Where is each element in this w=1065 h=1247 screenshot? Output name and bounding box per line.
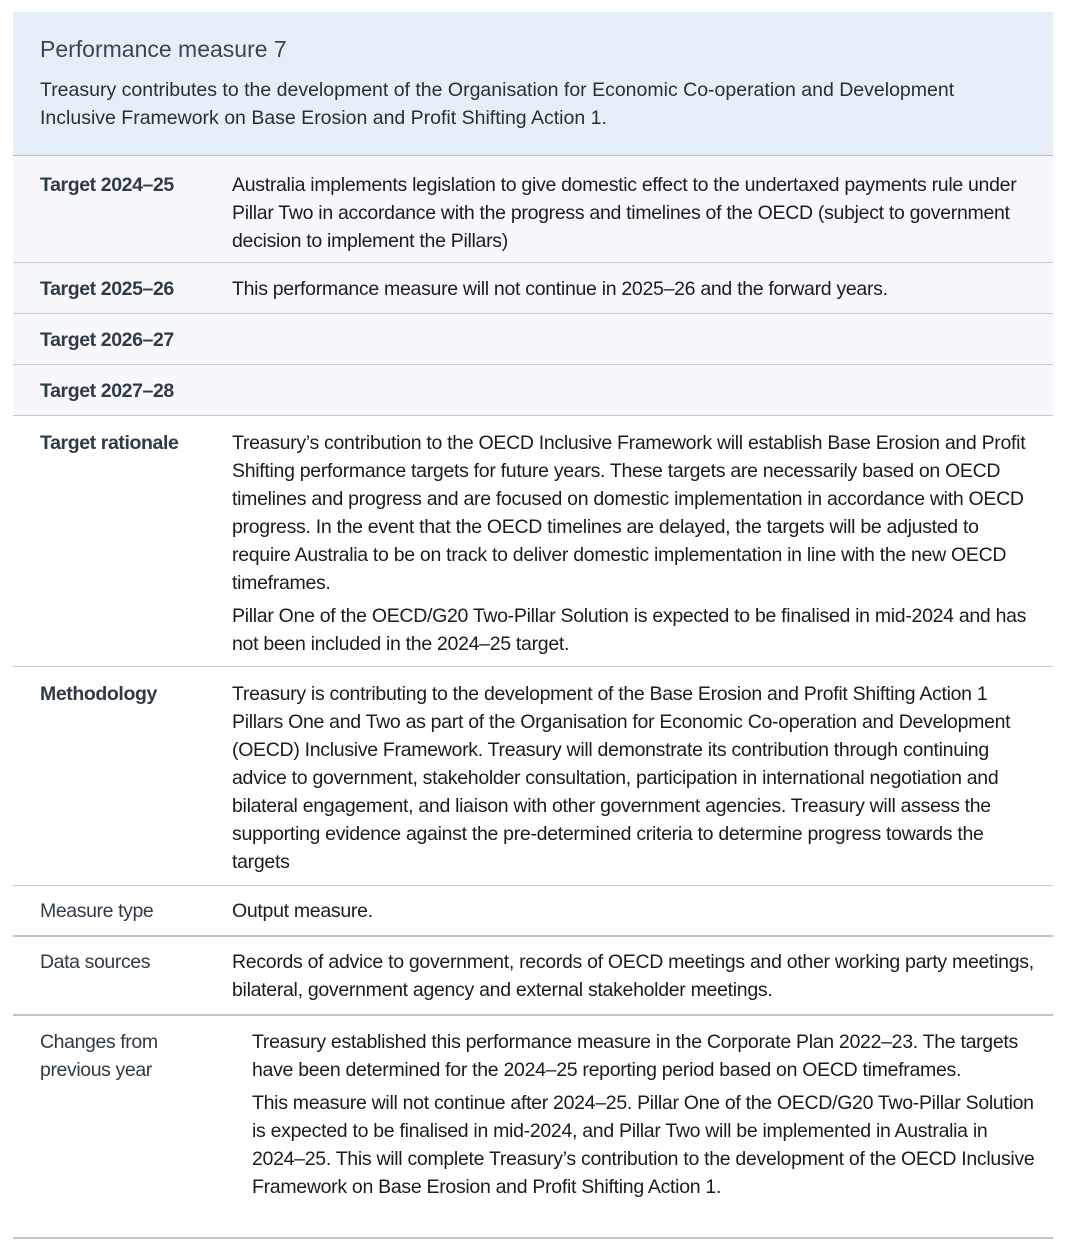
row-value bbox=[232, 948, 1053, 1014]
row-value bbox=[232, 171, 1053, 262]
row-target-2027-28 bbox=[13, 365, 1053, 416]
row-measure-type bbox=[13, 886, 1053, 937]
row-paragraph: Output measure. bbox=[232, 900, 373, 922]
row-label: Changes from previous year bbox=[40, 1031, 158, 1081]
row-value bbox=[232, 429, 1053, 666]
row-paragraph: This measure will not continue after 2024–25. Pillar One of the OECD/G20 Two-Pillar Solution is expected to be finalised in mid-2024, and Pillar Two will be implemented in Australia in 2024–25. This will complete Treasury’s contribution to the development of the OECD Inclusive Framework on Base Erosion and Profit Shifting Action 1. bbox=[252, 1092, 1035, 1198]
row-target-rationale bbox=[13, 416, 1053, 667]
row-label: Target 2026–27 bbox=[40, 329, 174, 351]
row-paragraph: Australia implements legislation to give domestic effect to the undertaxed payments rule under Pillar Two in accordance with the progress and timelines of the OECD (subject to government decision to implement the Pillars) bbox=[232, 174, 1017, 252]
row-paragraph: Treasury’s contribution to the OECD Inclusive Framework will establish Base Erosion and Profit Shifting performance targets for future years. These targets are necessarily based on OECD timelines and progress and are focused on domestic implementation in accordance with OECD progress. In the event that the OECD timelines are delayed, the targets will be adjusted to require Australia to be on track to deliver domestic implementation in line with the new OECD timeframes. bbox=[232, 432, 1026, 594]
row-value bbox=[232, 275, 1053, 313]
row-value bbox=[232, 377, 1053, 415]
measure-title: Performance measure 7 bbox=[40, 36, 287, 62]
row-paragraph: Records of advice to government, records of OECD meetings and other working party meetings, bilateral, government agency and external stakeholder meetings. bbox=[232, 951, 1034, 1001]
row-target-2025-26 bbox=[13, 263, 1053, 314]
row-label: Target 2025–26 bbox=[40, 278, 174, 300]
row-value bbox=[232, 897, 1053, 935]
row-paragraph: Treasury is contributing to the development of the Base Erosion and Profit Shifting Action 1 Pillars One and Two as part of the Organisation for Economic Co-operation and Development (OECD) Inclusive Framework. Treasury will demonstrate its contribution through continuing advice to government, stakeholder consultation, participation in international negotiation and bilateral engagement, and liaison with other government agencies. Treasury will assess the supporting evidence against the pre-determined criteria to determine progress towards the targets bbox=[232, 683, 1011, 873]
row-changes-from-previous-year bbox=[13, 1016, 1053, 1239]
row-data-sources bbox=[13, 937, 1053, 1016]
row-target-2026-27 bbox=[13, 314, 1053, 365]
measure-header bbox=[13, 12, 1053, 156]
row-label: Target 2024–25 bbox=[40, 174, 174, 196]
row-methodology bbox=[13, 667, 1053, 886]
row-label: Methodology bbox=[40, 683, 157, 705]
performance-measure-table bbox=[13, 12, 1053, 1239]
row-label: Target 2027–28 bbox=[40, 380, 174, 402]
row-value bbox=[252, 1028, 1053, 1237]
measure-description: Treasury contributes to the development of the Organisation for Economic Co-operation and Development Inclusive Framework on Base Erosion and Profit Shifting Action 1. bbox=[40, 79, 955, 129]
row-target-2024-25 bbox=[13, 156, 1053, 263]
row-value bbox=[232, 326, 1053, 364]
row-paragraph: Pillar One of the OECD/G20 Two-Pillar Solution is expected to be finalised in mid-2024 and has not been included in the 2024–25 target. bbox=[232, 605, 1027, 655]
row-label: Target rationale bbox=[40, 432, 179, 454]
row-label: Data sources bbox=[40, 951, 151, 973]
row-value bbox=[232, 680, 1053, 885]
row-paragraph: This performance measure will not continue in 2025–26 and the forward years. bbox=[232, 278, 888, 300]
row-paragraph: Treasury established this performance measure in the Corporate Plan 2022–23. The targets have been determined for the 2024–25 reporting period based on OECD timeframes. bbox=[252, 1031, 1018, 1081]
row-label: Measure type bbox=[40, 900, 154, 922]
